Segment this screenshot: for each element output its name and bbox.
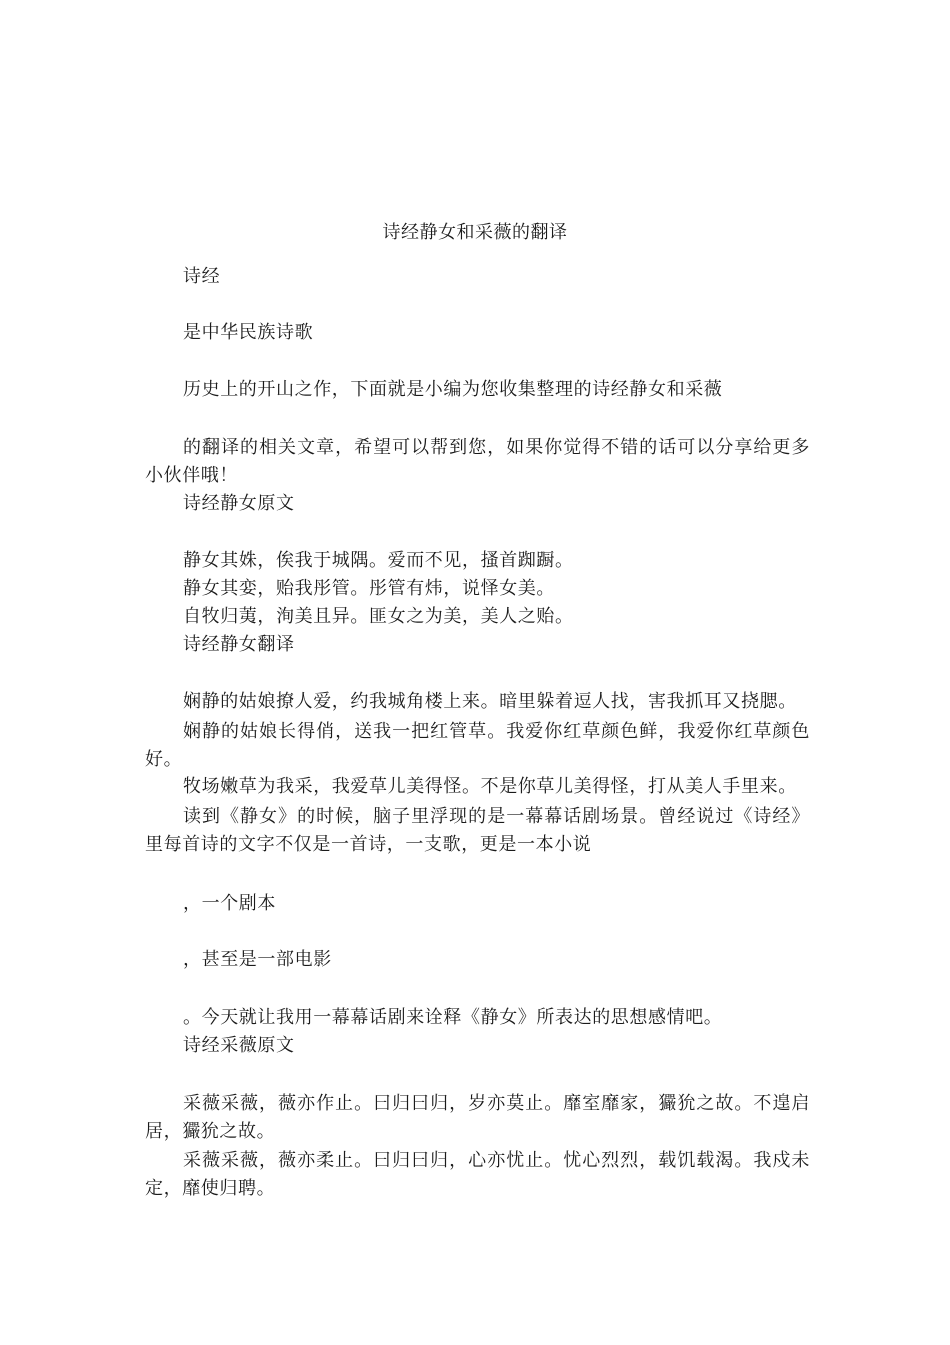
jingnu-translation-line: 牧场嫩草为我采，我爱草儿美得怪。不是你草儿美得怪，打从美人手里来。	[183, 776, 797, 797]
heading-jingnu-translation: 诗经静女翻译	[183, 634, 295, 655]
paragraph-intro: 的翻译的相关文章，希望可以帮到您，如果你觉得不错的话可以分享给更多小伙伴哦！	[145, 437, 810, 486]
jingnu-translation-line: 娴静的姑娘撩人爱，约我城角楼上来。暗里躲着逗人找，害我抓耳又挠腮。	[183, 691, 797, 712]
heading-jingnu-original: 诗经静女原文	[183, 493, 295, 514]
caiwei-original-line: 采薇采薇，薇亦作止。曰归曰归，岁亦莫止。靡室靡家，玁狁之故。不遑启居，玁狁之故。	[145, 1093, 810, 1142]
jingnu-original-line: 静女其姝，俟我于城隅。爱而不见，搔首踟蹰。	[183, 550, 574, 571]
document-title: 诗经静女和采薇的翻译	[382, 222, 568, 243]
paragraph-history: 历史上的开山之作，下面就是小编为您收集整理的诗经静女和采薇	[183, 379, 723, 400]
caiwei-original-line: 采薇采薇，薇亦柔止。曰归曰归，心亦忧止。忧心烈烈，载饥载渴。我戍未定，靡使归聘。	[145, 1150, 810, 1199]
jingnu-original-line: 自牧归荑，洵美且异。匪女之为美，美人之贻。	[183, 606, 574, 627]
jingnu-original-line: 静女其娈，贻我彤管。彤管有炜，说怿女美。	[183, 578, 555, 599]
paragraph-script: ，一个剧本	[183, 893, 276, 914]
jingnu-translation-line: 娴静的姑娘长得俏，送我一把红管草。我爱你红草颜色鲜，我爱你红草颜色好。	[145, 721, 810, 770]
paragraph-today: 。今天就让我用一幕幕话剧来诠释《静女》所表达的思想感情吧。	[183, 1007, 723, 1028]
heading-caiwei-original: 诗经采薇原文	[183, 1035, 295, 1056]
jingnu-translation-line: 读到《静女》的时候，脑子里浮现的是一幕幕话剧场景。曾经说过《诗经》里每首诗的文字不仅是一首诗，一支歌，更是一本小说	[145, 806, 810, 855]
paragraph-shijing: 诗经	[183, 266, 221, 287]
paragraph-movie: ，甚至是一部电影	[183, 949, 332, 970]
paragraph-poetry: 是中华民族诗歌	[183, 322, 314, 343]
